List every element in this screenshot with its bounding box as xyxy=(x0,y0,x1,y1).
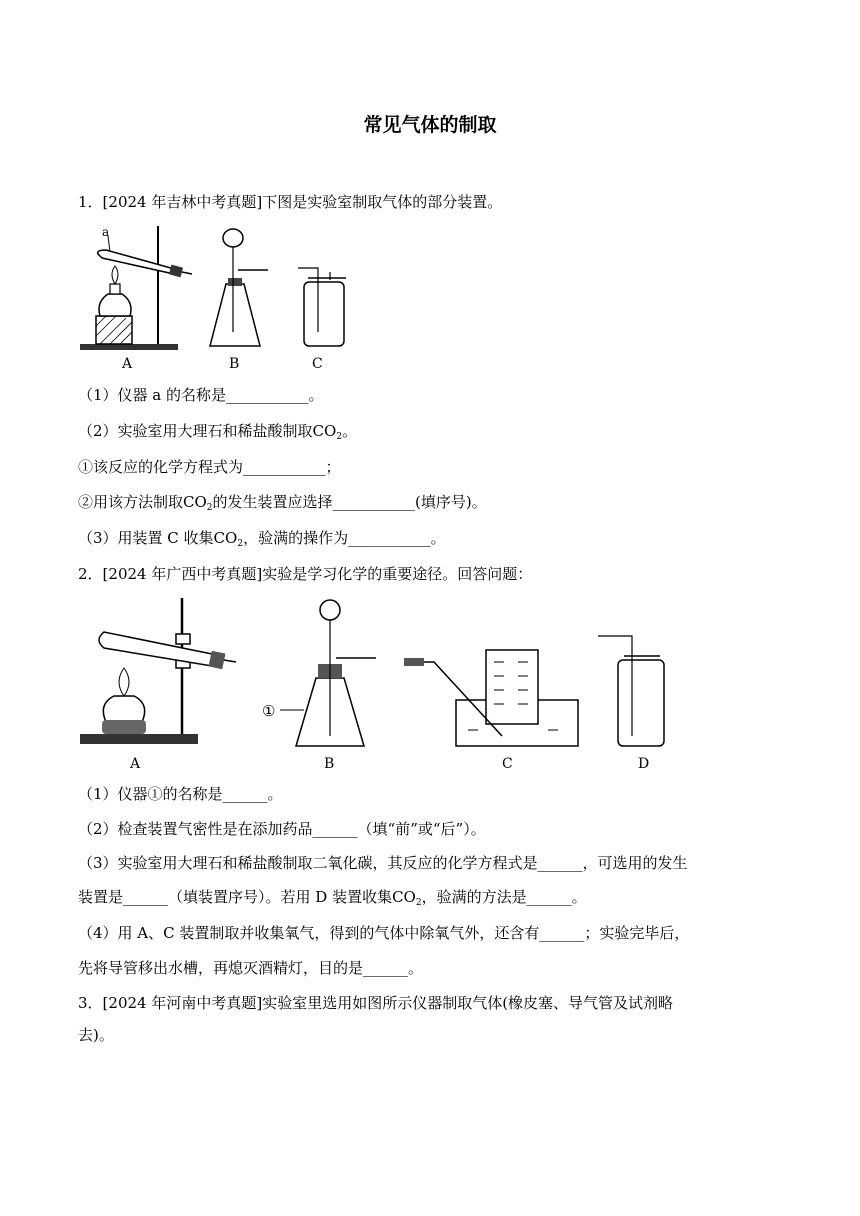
long-neck-funnel xyxy=(223,229,243,247)
q2-apparatus-diagram xyxy=(78,596,678,776)
q2-stem: 2．[2024 年广西中考真题]实验是学习化学的重要途径。回答问题： xyxy=(78,565,533,583)
q3-stem: 3．[2024 年河南中考真题]实验室里选用如图所示仪器制取气体(橡皮塞、导气管及试剂略 xyxy=(78,994,674,1012)
fig-label-A: A xyxy=(122,356,133,372)
gas-bottle-d xyxy=(618,660,664,746)
q1-apparatus-diagram xyxy=(78,222,378,372)
stand-base xyxy=(80,344,178,350)
q3-stem-cont: 去)。 xyxy=(78,1026,114,1044)
page-title: 常见气体的制取 xyxy=(363,114,497,136)
marker-1: ① xyxy=(262,702,276,720)
q2-figure xyxy=(78,596,678,776)
q1-part2-2: ②用该方法制取$CO_2$的发生装置应选择___________(填序号)。 xyxy=(78,493,487,513)
fig-label-A2: A xyxy=(130,756,141,772)
alcohol-lamp xyxy=(99,294,131,316)
gas-bottle-c xyxy=(304,282,344,346)
fig-label-C: C xyxy=(312,356,323,372)
q2-part4-cont: 先将导管移出水槽，再熄灭酒精灯，目的是______。 xyxy=(78,959,424,977)
collecting-bottle-c xyxy=(486,650,538,724)
alcohol-lamp-2 xyxy=(103,696,144,722)
q2-part3: （3）实验室用大理石和稀盐酸制取二氧化碳，其反应的化学方程式是______，可选用的发生 xyxy=(78,854,688,872)
label-a: a xyxy=(102,225,110,239)
q2-part3-cont: 装置是______（填装置序号）。若用 D 装置收集$CO_2$，验满的方法是______。 xyxy=(78,888,587,908)
q2-part2: （2）检查装置气密性是在添加药品______（填“前”或“后”）。 xyxy=(78,820,486,838)
q2-part1: （1）仪器①的名称是______。 xyxy=(78,785,283,803)
fig-label-C2: C xyxy=(502,756,513,772)
fig-label-B2: B xyxy=(324,756,335,772)
q1-part2-1: ①该反应的化学方程式为___________； xyxy=(78,458,341,476)
q1-figure xyxy=(78,222,378,372)
test-tube-a2 xyxy=(99,632,212,666)
test-tube-a xyxy=(98,250,179,275)
q1-stem: 1．[2024 年吉林中考真题]下图是实验室制取气体的部分装置。 xyxy=(78,193,503,211)
long-neck-funnel-2 xyxy=(320,600,340,620)
q1-part3: （3）用装置 C 收集$CO_2$，验满的操作为___________。 xyxy=(78,529,446,549)
conical-flask-b xyxy=(210,284,260,346)
q1-part1: （1）仪器 a 的名称是___________。 xyxy=(78,386,324,404)
q1-part2: （2）实验室用大理石和稀盐酸制取$CO_2$。 xyxy=(78,422,358,442)
q2-part4: （4）用 A、C 装置制取并收集氧气，得到的气体中除氧气外，还含有______；实验完毕后， xyxy=(78,924,690,942)
stand-base-2 xyxy=(80,734,198,744)
fig-label-B: B xyxy=(229,356,240,372)
fig-label-D2: D xyxy=(638,756,650,772)
